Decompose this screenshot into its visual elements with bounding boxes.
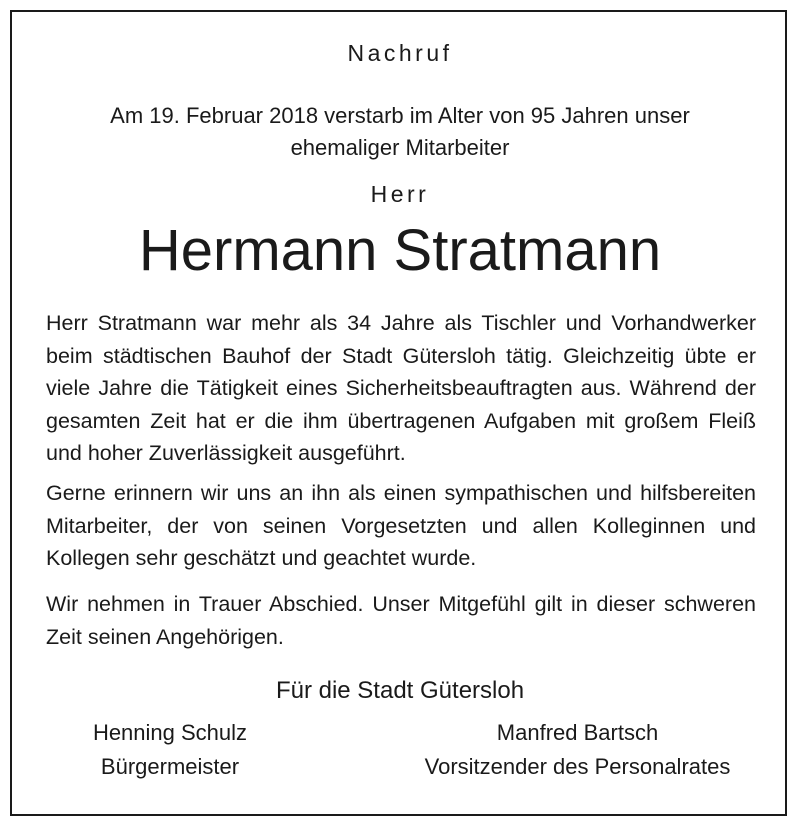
signatory-right — [400, 716, 755, 784]
deceased-name: Hermann Stratmann — [138, 218, 662, 283]
signatory-left — [60, 716, 280, 784]
notice-heading: Nachruf — [347, 40, 453, 66]
paragraph-condolence: Wir nehmen in Trauer Abschied. Unser Mitgefühl gilt in dieser schweren Zeit seinen Angehörigen. — [46, 592, 756, 649]
signatory-title: Bürgermeister — [100, 754, 240, 779]
signatory-name: Henning Schulz — [92, 720, 248, 745]
signatory-title: Vorsitzender des Personalrates — [424, 754, 731, 779]
paragraph-career: Herr Stratmann war mehr als 34 Jahre als Tischler und Vorhandwerker beim städtischen Bauhof der Stadt Gütersloh tätig. Gleichzeitig übte er viele Jahre die Tätigkeit eines Sicherheitsbeauftragten aus. Während der gesamten Zeit hat er die ihm übertragenen Aufgaben mit großem Fleiß und hoher Zuverlässigkeit ausgeführt. — [46, 311, 756, 465]
intro-text — [0, 100, 800, 164]
intro-line-1: Am 19. Februar 2018 verstarb im Alter von 95 Jahren unser — [110, 103, 690, 128]
signatory-name: Manfred Bartsch — [496, 720, 659, 745]
paragraph-remembrance: Gerne erinnern wir uns an ihn als einen sympathischen und hilfsbereiten Mitarbeiter, der von seinen Vorgesetzten und allen Kolleginnen und Kollegen sehr geschätzt und geachtet wurde. — [46, 481, 756, 570]
organization-line: Für die Stadt Gütersloh — [275, 677, 525, 704]
intro-line-2: ehemaliger Mitarbeiter — [290, 135, 510, 160]
honorific: Herr — [370, 181, 430, 207]
